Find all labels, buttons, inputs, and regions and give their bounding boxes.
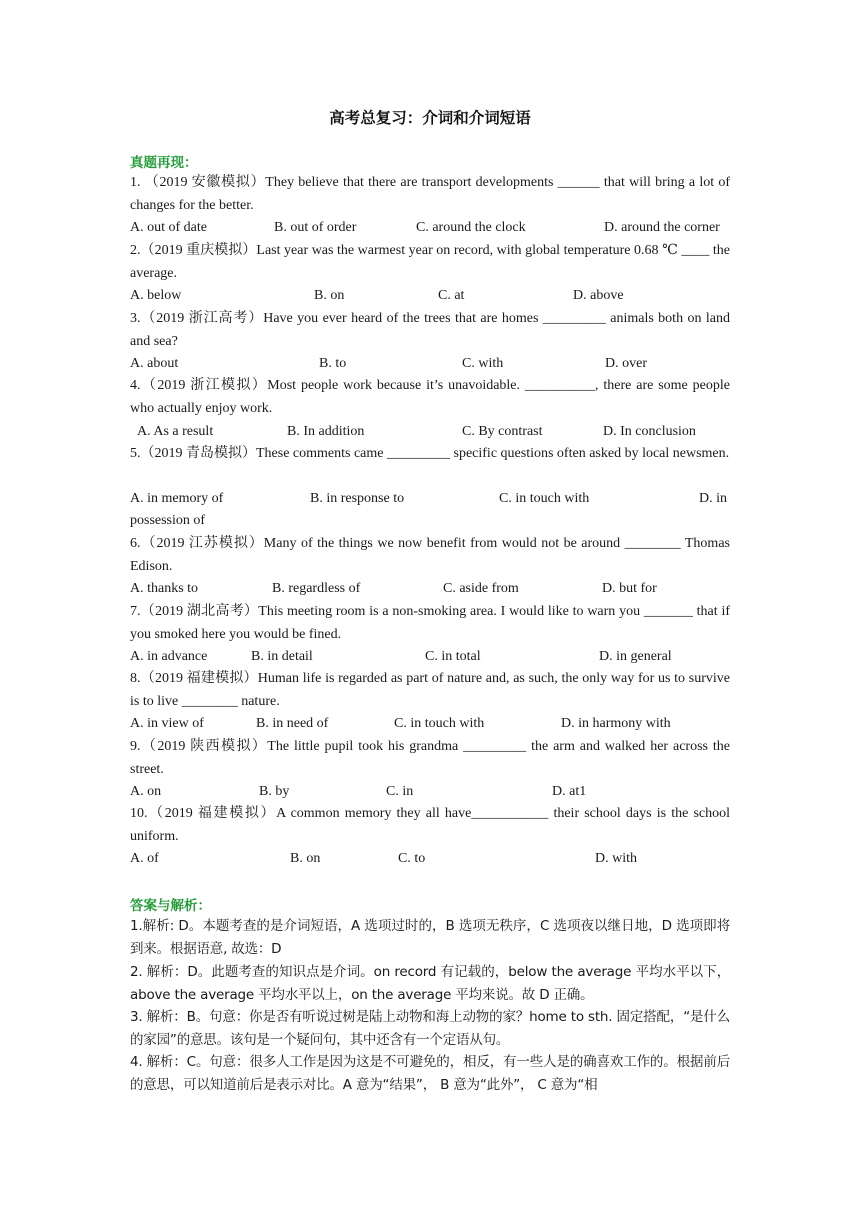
option-b: B. regardless of: [272, 581, 361, 596]
option-c: C. to: [398, 851, 426, 866]
option-b: B. in detail: [251, 649, 313, 664]
question-8: [130, 668, 730, 713]
option-a: A. thanks to: [130, 581, 199, 596]
option-a: A. about: [130, 356, 179, 371]
option-c: C. with: [462, 356, 504, 371]
option-a: A. of: [130, 851, 159, 866]
question-4-options: [130, 421, 730, 443]
answer-3: 3. 解析：B。句意：你是否有听说过树是陆上动物和海上动物的家？home to sth. 固定搭配，“是什么的家园”的意思。该句是一个疑问句，其中还含有一个定语从句。: [130, 1009, 730, 1048]
question-1-options: [130, 217, 730, 239]
question-6: [130, 533, 730, 578]
option-d: D. in harmony with: [561, 716, 671, 731]
question-10: [130, 803, 730, 848]
option-a: A. on: [130, 784, 162, 799]
option-b: B. out of order: [274, 220, 357, 235]
option-c: C. in touch with: [394, 716, 485, 731]
option-b: B. on: [314, 288, 345, 303]
option-d: D. over: [605, 356, 647, 371]
question-4: [130, 375, 730, 420]
option-a: A. out of date: [130, 220, 207, 235]
question-5: [130, 443, 730, 466]
answer-2: 2. 解析：D。此题考查的知识点是介词。on record 有记载的，below the average 平均水平以下，above the average 平均水平以上，on the average 平均来说。故 D 正确。: [130, 964, 730, 1003]
question-9-options: [130, 781, 730, 803]
option-a: A. in advance: [130, 649, 208, 664]
question-7-options: [130, 646, 730, 668]
option-b: B. on: [290, 851, 321, 866]
question-stem: 5.（2019 青岛模拟）These comments came _________ specific questions often asked by local newsmen.: [130, 446, 730, 461]
question-1: [130, 172, 730, 217]
option-d: D. in: [699, 491, 727, 506]
question-7: [130, 601, 730, 646]
question-2: [130, 240, 730, 285]
question-9: [130, 736, 730, 781]
option-a: A. in memory of: [130, 491, 224, 506]
option-a: A. in view of: [130, 716, 204, 731]
question-stem: 6.（2019 江苏模拟）Many of the things we now benefit from would not be around ________ Thomas Edison.: [130, 536, 730, 574]
option-c: C. aside from: [443, 581, 519, 596]
option-b: B. in response to: [310, 491, 405, 506]
option-c: C. around the clock: [416, 220, 526, 235]
option-a: A. below: [130, 288, 182, 303]
option-d: D. but for: [602, 581, 657, 596]
question-10-options: [130, 848, 730, 870]
option-d: D. above: [573, 288, 624, 303]
question-2-options: [130, 285, 730, 307]
question-stem: 3.（2019 浙江高考）Have you ever heard of the trees that are homes _________ animals both on land and sea?: [130, 311, 730, 349]
question-8-options: [130, 713, 730, 735]
question-3: [130, 308, 730, 353]
question-stem: 4.（2019 浙江模拟）Most people work because it’s unavoidable. __________, there are some people who actually enjoy work.: [130, 378, 730, 416]
option-c: C. in total: [425, 649, 481, 664]
option-b: B. In addition: [287, 424, 365, 439]
option-c: C. in touch with: [499, 491, 590, 506]
option-b: B. to: [319, 356, 347, 371]
section-heading-questions: 真题再现：: [130, 155, 198, 171]
option-b: B. in need of: [256, 716, 329, 731]
option-c: C. at: [438, 288, 465, 303]
page-title: 高考总复习：介词和介词短语: [329, 109, 531, 127]
option-a: A. As a result: [137, 424, 214, 439]
option-d-continued: possession of: [130, 513, 206, 528]
question-stem: 7.（2019 湖北高考）This meeting room is a non-smoking area. I would like to warn you _______ that if you smoked here you would be fined.: [130, 604, 730, 642]
question-stem: 2.（2019 重庆模拟）Last year was the warmest year on record, with global temperature 0.68 ℃ ____ the average.: [130, 243, 730, 281]
section-heading-answers: 答案与解析：: [130, 898, 211, 914]
question-stem: 8.（2019 福建模拟）Human life is regarded as part of nature and, as such, the only way for us to survive is to live ________ nature.: [130, 671, 730, 709]
question-stem: 10.（2019 福建模拟）A common memory they all have___________ their school days is the school uniform.: [130, 806, 730, 844]
option-d: D. at1: [552, 784, 587, 799]
option-d: D. with: [595, 851, 637, 866]
answer-4: 4. 解析：C。句意：很多人工作是因为这是不可避免的，相反，有一些人是的确喜欢工作的。根据前后的意思，可以知道前后是表示对比。A 意为“结果”， B 意为“此外”， C 意为“相: [130, 1054, 730, 1093]
option-c: C. By contrast: [462, 424, 543, 439]
question-stem: 9.（2019 陕西模拟）The little pupil took his grandma _________ the arm and walked her across the street.: [130, 739, 730, 777]
answer-1: 1.解析: D。本题考查的是介词短语，A 选项过时的，B 选项无秩序，C 选项夜以继日地，D 选项即将到来。根据语意, 故选：D: [130, 918, 730, 957]
question-stem: 1. （2019 安徽模拟）They believe that there are transport developments ______ that will bring a lot of changes for the better.: [130, 175, 730, 213]
option-d: D. In conclusion: [603, 424, 696, 439]
question-6-options: [130, 578, 730, 600]
question-5-options: [130, 488, 730, 510]
option-c: C. in: [386, 784, 414, 799]
option-d: D. around the corner: [604, 220, 720, 235]
option-b: B. by: [259, 784, 290, 799]
question-3-options: [130, 353, 730, 375]
option-d: D. in general: [599, 649, 672, 664]
